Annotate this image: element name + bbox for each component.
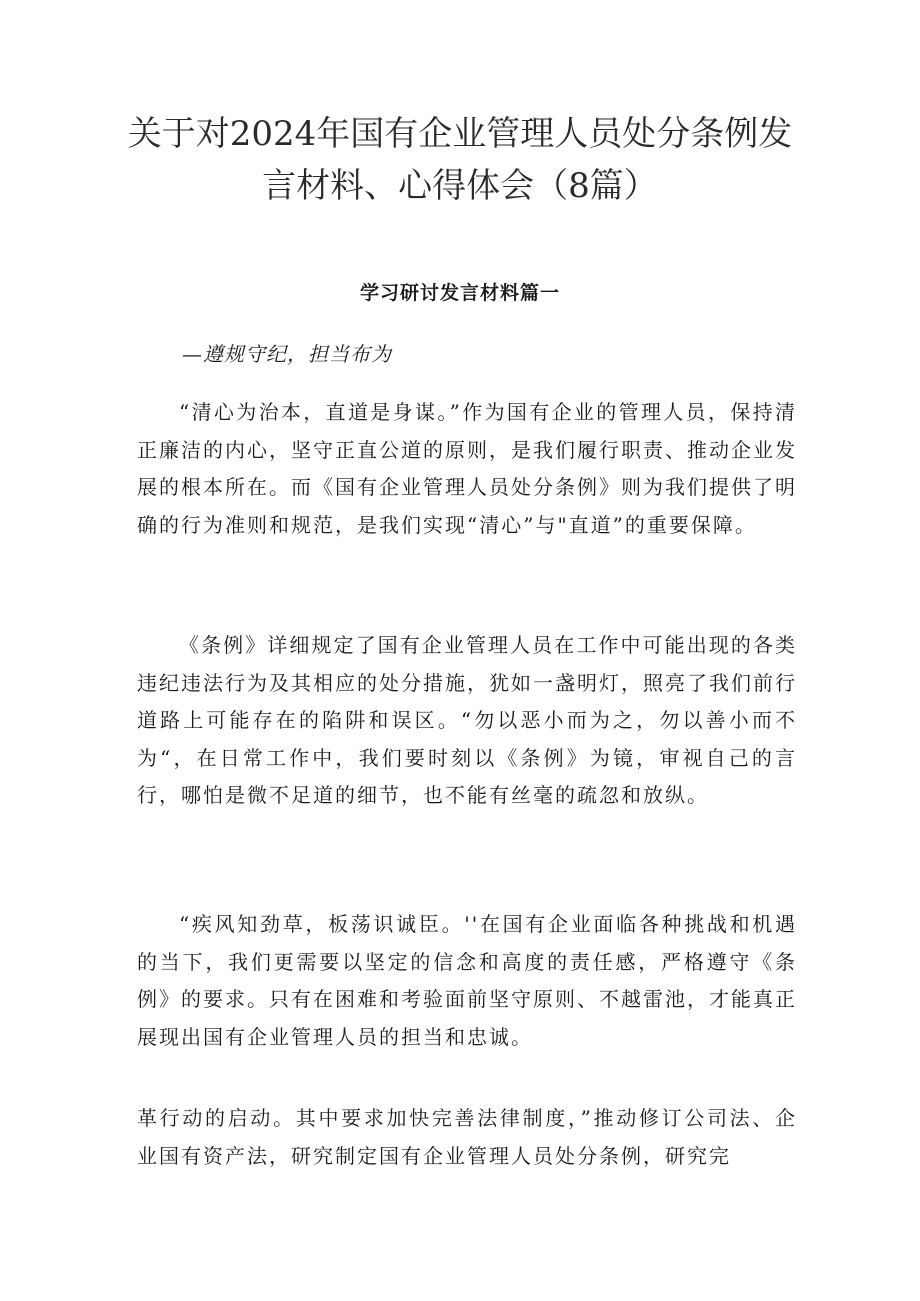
section-subtitle: —遵规守纪，担当布为	[182, 342, 392, 366]
document-title-line-1: 关于对2024年国有企业管理人员处分条例发	[127, 114, 793, 154]
section-heading: 学习研讨发言材料篇一	[359, 282, 560, 304]
document-title-line-2: 言材料、心得体会（8篇）	[262, 166, 658, 206]
paragraph-2: 《条例》详细规定了国有企业管理人员在工作中可能出现的各类违纪违法行为及其相应的处分措施，犹如一盏明灯，照亮了我们前行道路上可能存在的陷阱和误区。“勿以恶小而为之，勿以善小而不为“，在日常工作中，我们要时刻以《条例》为镜，审视自己的言行，哪怕是微不足道的细节，也不能有丝毫的疏忽和放纵。	[137, 633, 797, 807]
paragraph-1: “清心为治本，直道是身谋。”作为国有企业的管理人员，保持清正廉洁的内心，坚守正直公道的原则，是我们履行职责、推动企业发展的根本所在。而《国有企业管理人员处分条例》则为我们提供了明确的行为准则和规范，是我们实现“清心”与"直道”的重要保障。	[137, 400, 797, 537]
paragraph-3: “疾风知劲草，板荡识诚臣。''在国有企业面临各种挑战和机遇的当下，我们更需要以坚定的信念和高度的责任感，严格遵守《条例》的要求。只有在困难和考验面前坚守原则、不越雷池，才能真正展现出国有企业管理人员的担当和忠诚。	[137, 912, 797, 1049]
paragraph-4: 革行动的启动。其中要求加快完善法律制度，”推动修订公司法、企业国有资产法，研究制定国有企业管理人员处分条例，研究完	[137, 1106, 797, 1168]
